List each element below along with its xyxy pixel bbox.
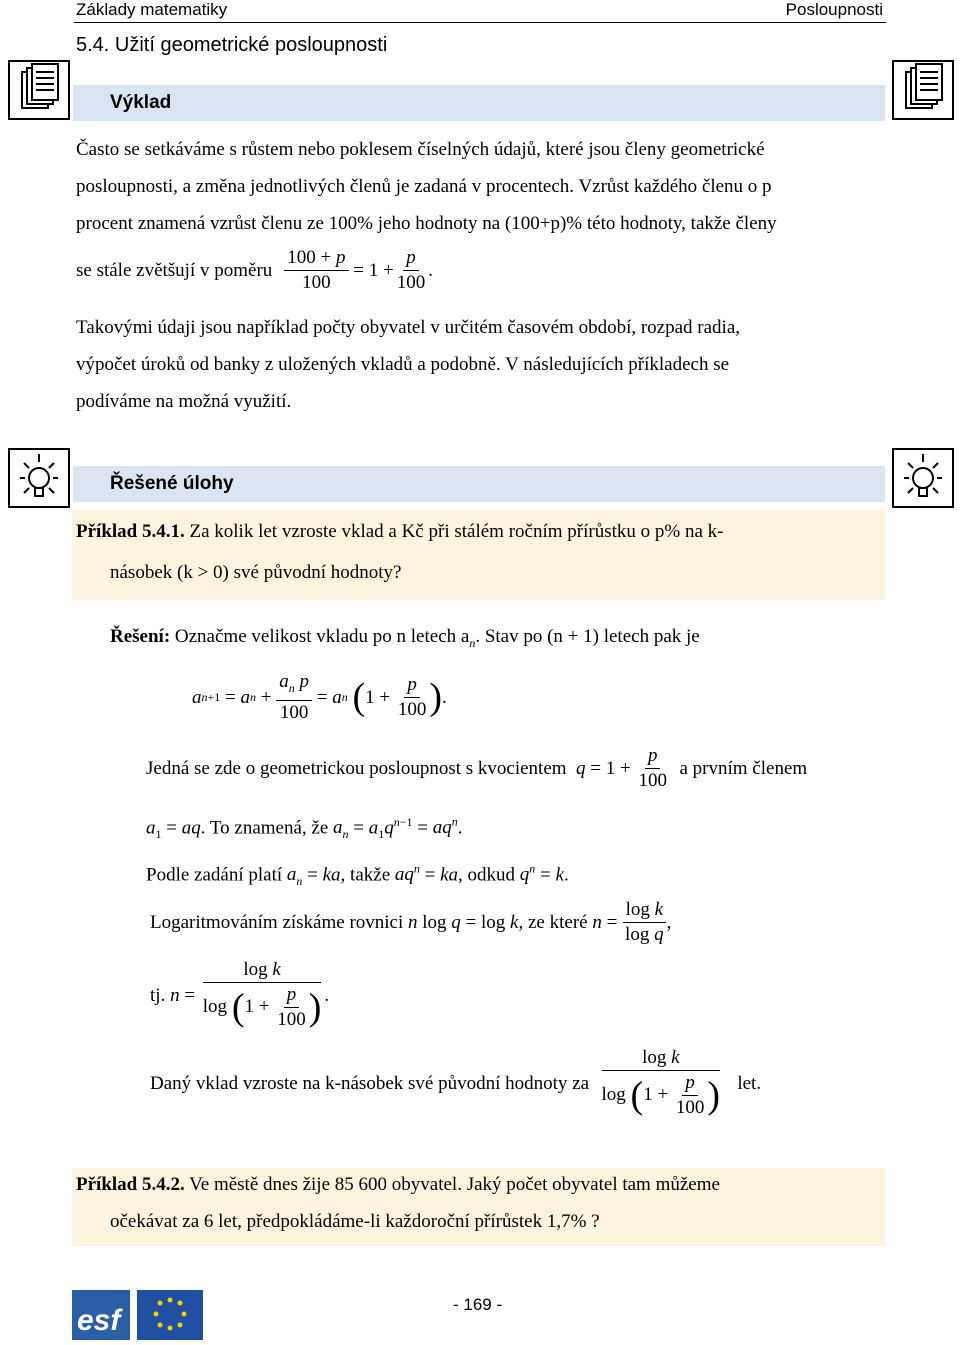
- section-title: 5.4. Užití geometrické posloupnosti: [76, 34, 388, 56]
- reseni-heading: Řešené úlohy: [110, 473, 234, 494]
- formula: $\frac{p}{100}$: [396, 247, 426, 293]
- text-line: Takovými údaji jsou například počty obyvatel v určitém časovém období, rozpad radia,: [76, 317, 741, 338]
- example-box: [72, 510, 885, 600]
- text-line: a prvním členem: [679, 758, 808, 779]
- text-line: , takže: [340, 864, 391, 886]
- usage-paragraph: [76, 309, 884, 420]
- example-box: [72, 1168, 885, 1246]
- reseni-bar: [73, 466, 885, 502]
- eu-flag-logo: [137, 1290, 203, 1340]
- example-label: Příklad 5.4.2.: [76, 1174, 185, 1195]
- page-number: - 169 -: [453, 1295, 503, 1314]
- text-line: . To znamená, že: [200, 817, 329, 839]
- vyklad-bar: [73, 85, 885, 121]
- solution-label: Řešení:: [110, 626, 171, 647]
- text-line: Často se setkáváme s růstem nebo poklesem číselných údajů, které jsou členy geometrické: [76, 139, 765, 160]
- text-line: . Stav po (n + 1) letech pak je: [475, 626, 700, 647]
- solution-intro: Řešení: Označme velikost vkladu po n letech $a_n$. Stav po (n + 1) letech pak je: [110, 626, 700, 650]
- first-term-line: $a_1$ = aq. To znamená, že $a_n = a_1q^{n-1} = aq^n$.: [146, 815, 463, 842]
- text-line: Ve městě dnes žije 85 600 obyvatel. Jaký počet obyvatel tam můžeme: [189, 1174, 720, 1195]
- header-rule: [74, 22, 886, 23]
- document-stack-icon: [892, 60, 954, 120]
- formula: $\frac{100 + p}{100}$: [284, 246, 348, 295]
- log-line: Logaritmováním získáme rovnici n log q = log k , ze které n = $\frac{\text{log k}}{\text{log q}}$ ,: [150, 899, 672, 945]
- lightbulb-icon: [892, 448, 954, 508]
- text-line: Jedná se zde o geometrickou posloupnost s kvocientem: [146, 758, 567, 779]
- example-text: [76, 513, 723, 550]
- ratio-line: se stále zvětšují v poměru $\frac{100 + p}{100}$ = 1 + $\frac{p}{100}$ .: [76, 247, 433, 293]
- tj-line: tj. n = log k log (1 + $\frac{p}{100}$ ) .: [150, 959, 330, 1030]
- svg-text:esf: esf: [77, 1304, 121, 1337]
- document-stack-icon: [8, 60, 70, 120]
- text-line: Logaritmováním získáme rovnici: [150, 912, 404, 933]
- text-line: podíváme na možná využití.: [76, 391, 292, 412]
- text-line: Daný vklad vzroste na k-násobek své původní hodnoty za: [150, 1072, 590, 1094]
- text-line: , ze které: [518, 912, 588, 933]
- quotient-line: Jedná se zde o geometrickou posloupnost s kvocientem q = 1 + $\frac{p}{100}$ a prvním členem: [146, 745, 808, 791]
- text-line: výpočet úroků od banky z uložených vkladů a podobně. V následujících příkladech se: [76, 354, 730, 375]
- formula: a n+1 = a n + $\frac{a_n p}{100}$ = a n ( 1 + $\frac{p}{100}$ ) .: [192, 671, 447, 723]
- intro-paragraph: [76, 131, 884, 242]
- text-line: Za kolik let vzroste vklad a Kč při stálém ročním přírůstku o p% na k-: [189, 521, 724, 542]
- text-line: procent znamená vzrůst členu ze 100% jeho hodnoty na (100+p)% této hodnoty, takže členy: [76, 213, 777, 234]
- text-line: posloupnosti, a změna jednotlivých členů je zadaná v procentech. Vzrůst každého členu o p: [76, 176, 772, 197]
- final-line: Daný vklad vzroste na k-násobek své původní hodnoty za log k log (1 + $\frac{p}{100}$ ) let.: [150, 1047, 762, 1118]
- vyklad-heading: Výklad: [110, 92, 172, 113]
- lightbulb-icon: [8, 448, 70, 508]
- text-line: Označme velikost vkladu po n letech a: [174, 626, 470, 647]
- header-left: Základy matematiky: [76, 0, 228, 19]
- text-line: , odkud: [458, 864, 516, 886]
- text-line: očekávat za 6 let, předpokládáme-li každoroční přírůstek 1,7% ?: [110, 1211, 600, 1232]
- condition-line: Podle zadání platí $a_n$ = ka, takže $aq^n$ = ka, odkud $q^n = k$.: [146, 862, 569, 889]
- header-right: Posloupnosti: [785, 0, 883, 19]
- esf-logo: [72, 1290, 130, 1340]
- text-line: let.: [737, 1072, 762, 1094]
- text-line: násobek (k > 0) své původní hodnoty?: [110, 562, 402, 583]
- text-line: se stále zvětšují v poměru: [76, 260, 273, 281]
- example-label: Příklad 5.4.1.: [76, 521, 185, 542]
- text-line: tj.: [150, 984, 166, 1006]
- text-line: Podle zadání platí: [146, 864, 283, 886]
